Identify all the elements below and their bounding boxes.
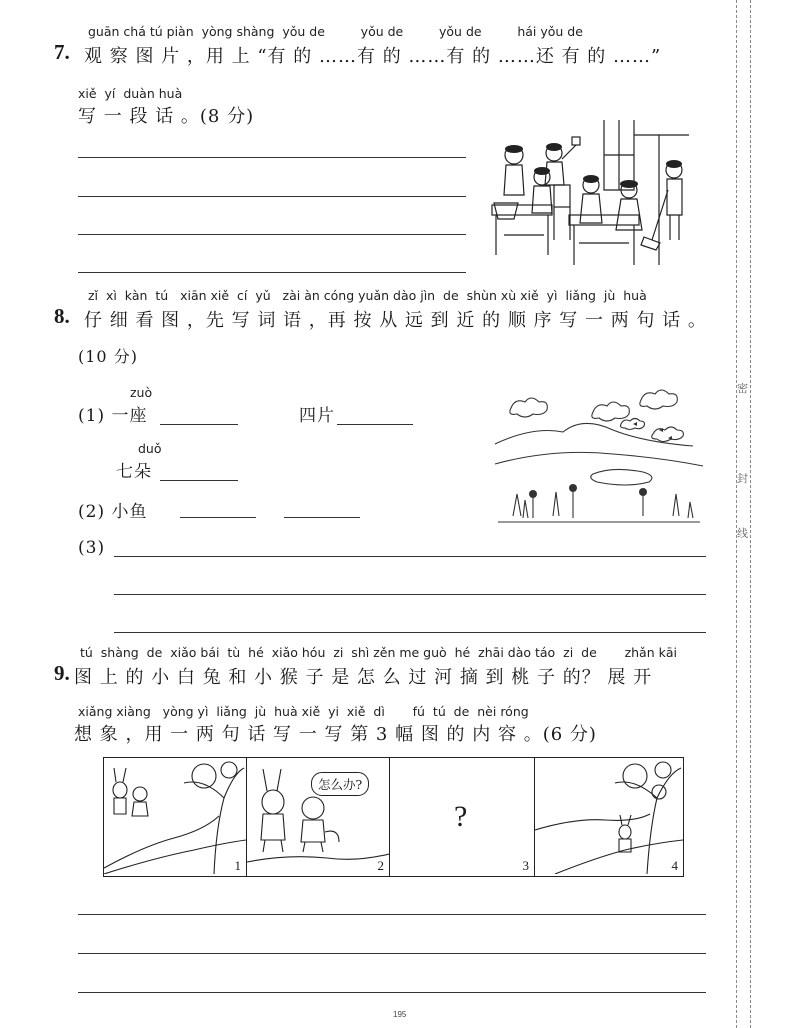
margin-mark-3: 线: [737, 527, 748, 540]
comic-panel-1: [103, 757, 247, 877]
q9-number: 9.: [54, 661, 70, 685]
q8-number: 8.: [54, 304, 70, 328]
margin-mark-2: 封: [737, 472, 748, 485]
panel-4-drawing: [535, 758, 683, 874]
q8-item2-blank-1[interactable]: [180, 517, 256, 518]
page-number: 195: [393, 1010, 407, 1019]
q8-item3-label: (3): [78, 538, 106, 558]
q7-pinyin-line2: xiě yí duàn huà: [78, 86, 183, 101]
comic-panel-3: [389, 757, 535, 877]
q8-text-line1: 仔 细 看 图 ，先 写 词 语 ，再 按 从 远 到 近 的 顺 序 写 一 两 句 话 。: [84, 310, 707, 331]
panel-4-number: 4: [671, 858, 678, 873]
q8-item1c-pinyin: duǒ: [138, 441, 162, 456]
panel-3-number: 3: [522, 858, 529, 873]
q8-item1-label: (1) 一座: [78, 406, 148, 426]
q9-pinyin-line1: tú shàng de xiǎo bái tù hé xiǎo hóu zi shì zěn me guò hé zhāi dào táo zi de zhǎn kāi: [80, 645, 677, 660]
q8-answer-line-1[interactable]: [114, 556, 706, 557]
panel-1-number: 1: [234, 858, 241, 873]
q7-answer-line-3[interactable]: [78, 234, 466, 235]
q8-pinyin-line1: zǐ xì kàn tú xiān xiě cí yǔ zài àn cóng yuǎn dào jìn de shùn xù xiě yì liǎng jù huà: [88, 288, 647, 303]
panel-1-drawing: [104, 758, 246, 874]
q8-score: (10 分): [78, 347, 138, 366]
q8-item1c-label: 七朵: [116, 462, 152, 482]
q9-text-line2: 想 象 ，用 一 两 句 话 写 一 写 第 3 幅 图 的 内 容 。(6 分): [74, 724, 597, 745]
speech-bubble: 怎么办?: [311, 772, 369, 796]
binding-line-outer: [750, 0, 751, 1028]
q7-text-line1: 观 察 图 片 ，用 上 “有 的 ……有 的 ……有 的 ……还 有 的 ……”: [84, 46, 662, 67]
q8-item2-blank-2[interactable]: [284, 517, 360, 518]
q9-answer-line-3[interactable]: [78, 992, 706, 993]
unknown-panel-question-mark: ?: [454, 800, 468, 833]
q8-answer-line-2[interactable]: [114, 594, 706, 595]
q7-answer-line-1[interactable]: [78, 157, 466, 158]
q7-text-line2: 写 一 段 话 。(8 分): [78, 106, 255, 127]
q8-item1b-label: 四片: [299, 406, 335, 426]
q7-answer-line-4[interactable]: [78, 272, 466, 273]
panel-2-number: 2: [377, 858, 384, 873]
margin-mark-1: 密: [737, 382, 748, 395]
q7-answer-line-2[interactable]: [78, 196, 466, 197]
q9-pinyin-line2: xiǎng xiàng yòng yì liǎng jù huà xiě yi xiě dì fú tú de nèi róng: [78, 704, 529, 719]
comic-panel-2: [246, 757, 390, 877]
classroom-cleaning-illustration: [484, 115, 696, 275]
q8-item1b-blank[interactable]: [337, 424, 413, 425]
q8-item1-pinyin: zuò: [130, 385, 153, 400]
q8-item2-label: (2) 小鱼: [78, 502, 148, 522]
q9-text-line1: 图 上 的 小 白 兔 和 小 猴 子 是 怎 么 过 河 摘 到 桃 子 的？ 展 开: [74, 667, 653, 688]
q7-pinyin-line1: guān chá tú piàn yòng shàng yǒu de yǒu de yǒu de hái yǒu de: [88, 24, 583, 39]
q8-answer-line-3[interactable]: [114, 632, 706, 633]
q8-item1-blank[interactable]: [160, 424, 238, 425]
q9-answer-line-1[interactable]: [78, 914, 706, 915]
binding-line-inner: [736, 0, 737, 1028]
q7-number: 7.: [54, 40, 70, 64]
comic-panel-4: [534, 757, 684, 877]
landscape-illustration: [493, 386, 705, 524]
q9-answer-line-2[interactable]: [78, 953, 706, 954]
q8-item1c-blank[interactable]: [160, 480, 238, 481]
